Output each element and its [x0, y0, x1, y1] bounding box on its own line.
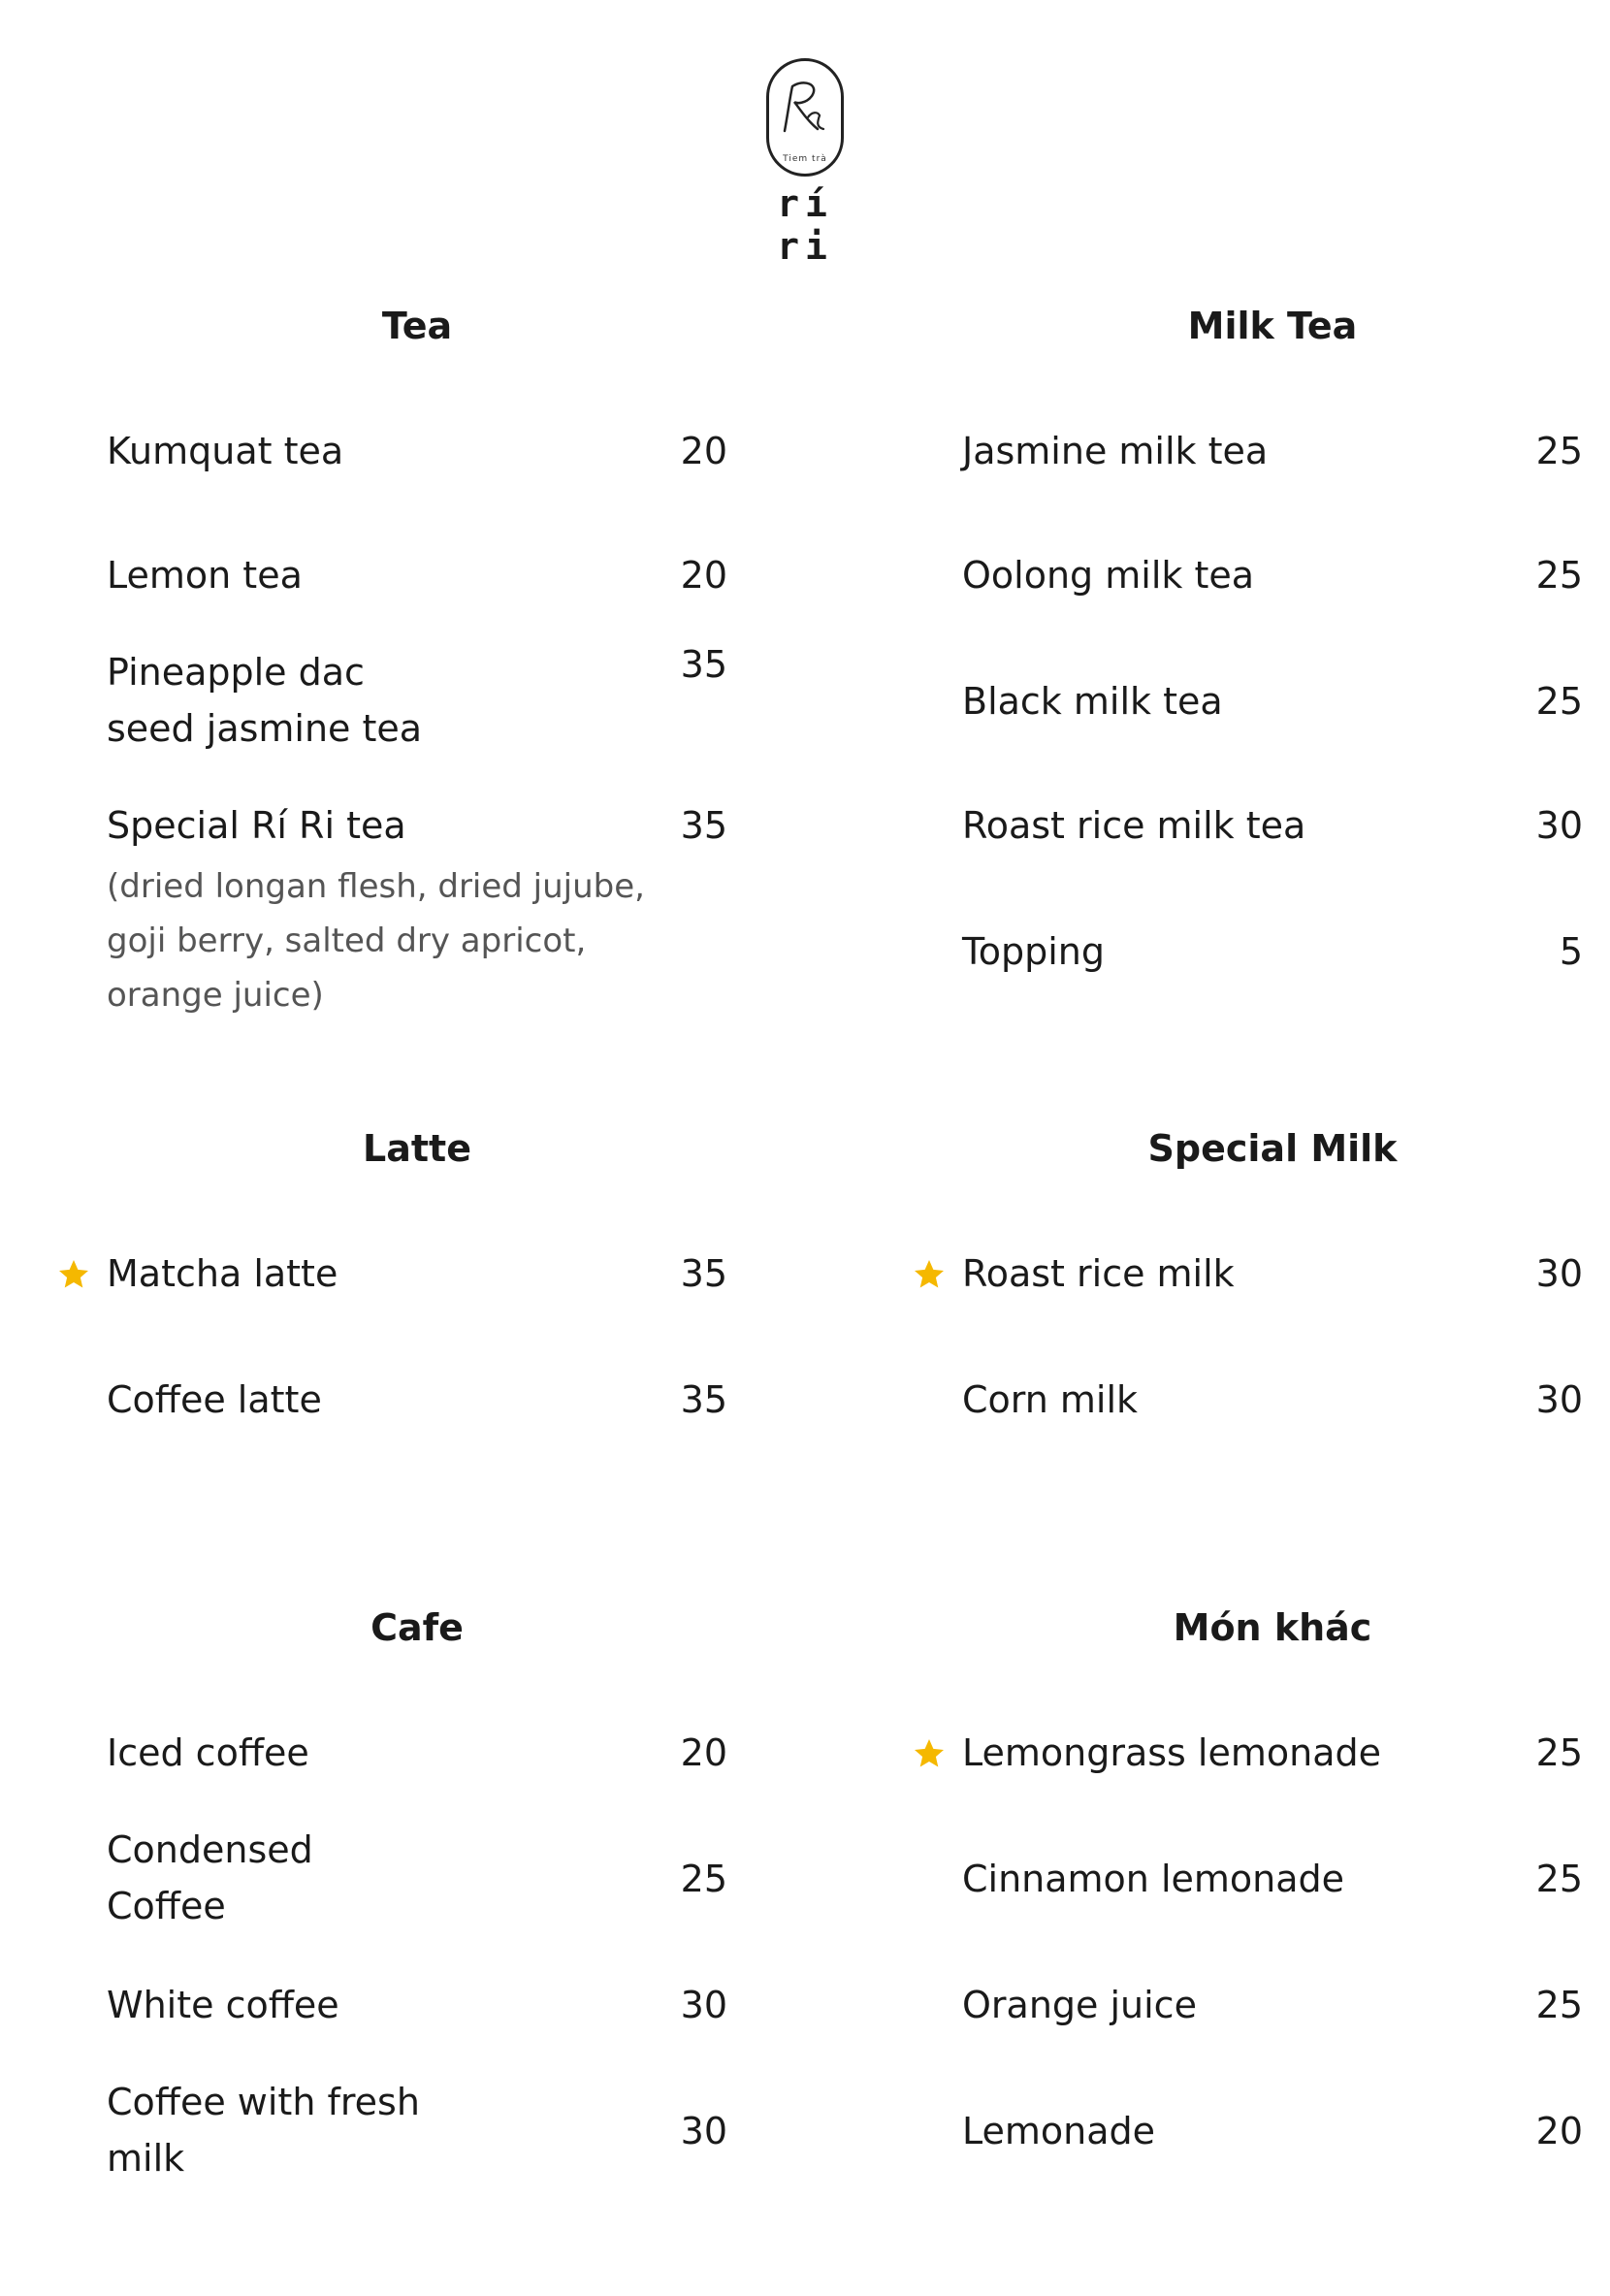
item-name: Kumquat tea [107, 430, 344, 472]
item-name: Lemonade [962, 2110, 1156, 2152]
item-name: Topping [962, 930, 1106, 973]
item-price: 25 [1535, 680, 1583, 723]
item-name: Coffee latte [107, 1378, 322, 1421]
item-name: Lemon tea [107, 554, 303, 597]
item-name: Jasmine milk tea [962, 430, 1269, 472]
item-name: Coffee with fresh milk [107, 2081, 420, 2180]
section-title: Món khác [1173, 1606, 1372, 1649]
item-price: 30 [1535, 1378, 1583, 1421]
item-price: 35 [680, 804, 727, 847]
item-name: Pineapple dac seed jasmine tea [107, 651, 423, 750]
item-price: 20 [680, 554, 727, 597]
item-name: Lemongrass lemonade [962, 1731, 1382, 1774]
item-price: 25 [1535, 1731, 1583, 1774]
item-price: 25 [680, 1858, 727, 1900]
section-title: Cafe [370, 1606, 464, 1649]
item-price: 35 [680, 643, 727, 686]
star-icon [56, 1257, 91, 1292]
item-name: Corn milk [962, 1378, 1139, 1421]
item-name: Iced coffee [107, 1731, 309, 1774]
item-price: 20 [1535, 2110, 1583, 2152]
item-price: 20 [680, 1731, 727, 1774]
star-icon [912, 1257, 947, 1292]
section-title: Special Milk [1147, 1127, 1398, 1170]
item-name: Black milk tea [962, 680, 1223, 723]
item-price: 30 [680, 1984, 727, 2026]
section-title: Tea [381, 305, 453, 347]
section-title: Milk Tea [1187, 305, 1358, 347]
item-price: 35 [680, 1378, 727, 1421]
section-title: Latte [363, 1127, 471, 1170]
item-price: 30 [1535, 1252, 1583, 1295]
item-name: Special Rí Ri tea [107, 804, 406, 847]
star-icon [912, 1736, 947, 1771]
item-price: 25 [1535, 554, 1583, 597]
item-name: Cinnamon lemonade [962, 1858, 1345, 1900]
item-name: Roast rice milk tea [962, 804, 1306, 847]
item-price: 20 [680, 430, 727, 472]
item-name: Roast rice milk [962, 1252, 1235, 1295]
item-name: White coffee [107, 1984, 339, 2026]
item-name: Oolong milk tea [962, 554, 1255, 597]
brand-name: rí ri [777, 182, 833, 268]
item-price: 5 [1559, 930, 1583, 973]
brand-logo [757, 58, 853, 268]
item-price: 30 [1535, 804, 1583, 847]
item-name: Matcha latte [107, 1252, 338, 1295]
item-price: 30 [680, 2110, 727, 2152]
item-price: 35 [680, 1252, 727, 1295]
logo-subtitle: Tiem trà [783, 154, 827, 164]
logo-badge [766, 58, 844, 177]
item-name: Condensed Coffee [107, 1828, 313, 1927]
item-price: 25 [1535, 430, 1583, 472]
item-description: (dried longan flesh, dried jujube, goji berry, salted dry apricot, orange juice) [107, 867, 645, 1015]
item-price: 25 [1535, 1984, 1583, 2026]
item-name: Orange juice [962, 1984, 1197, 2026]
item-price: 25 [1535, 1858, 1583, 1900]
